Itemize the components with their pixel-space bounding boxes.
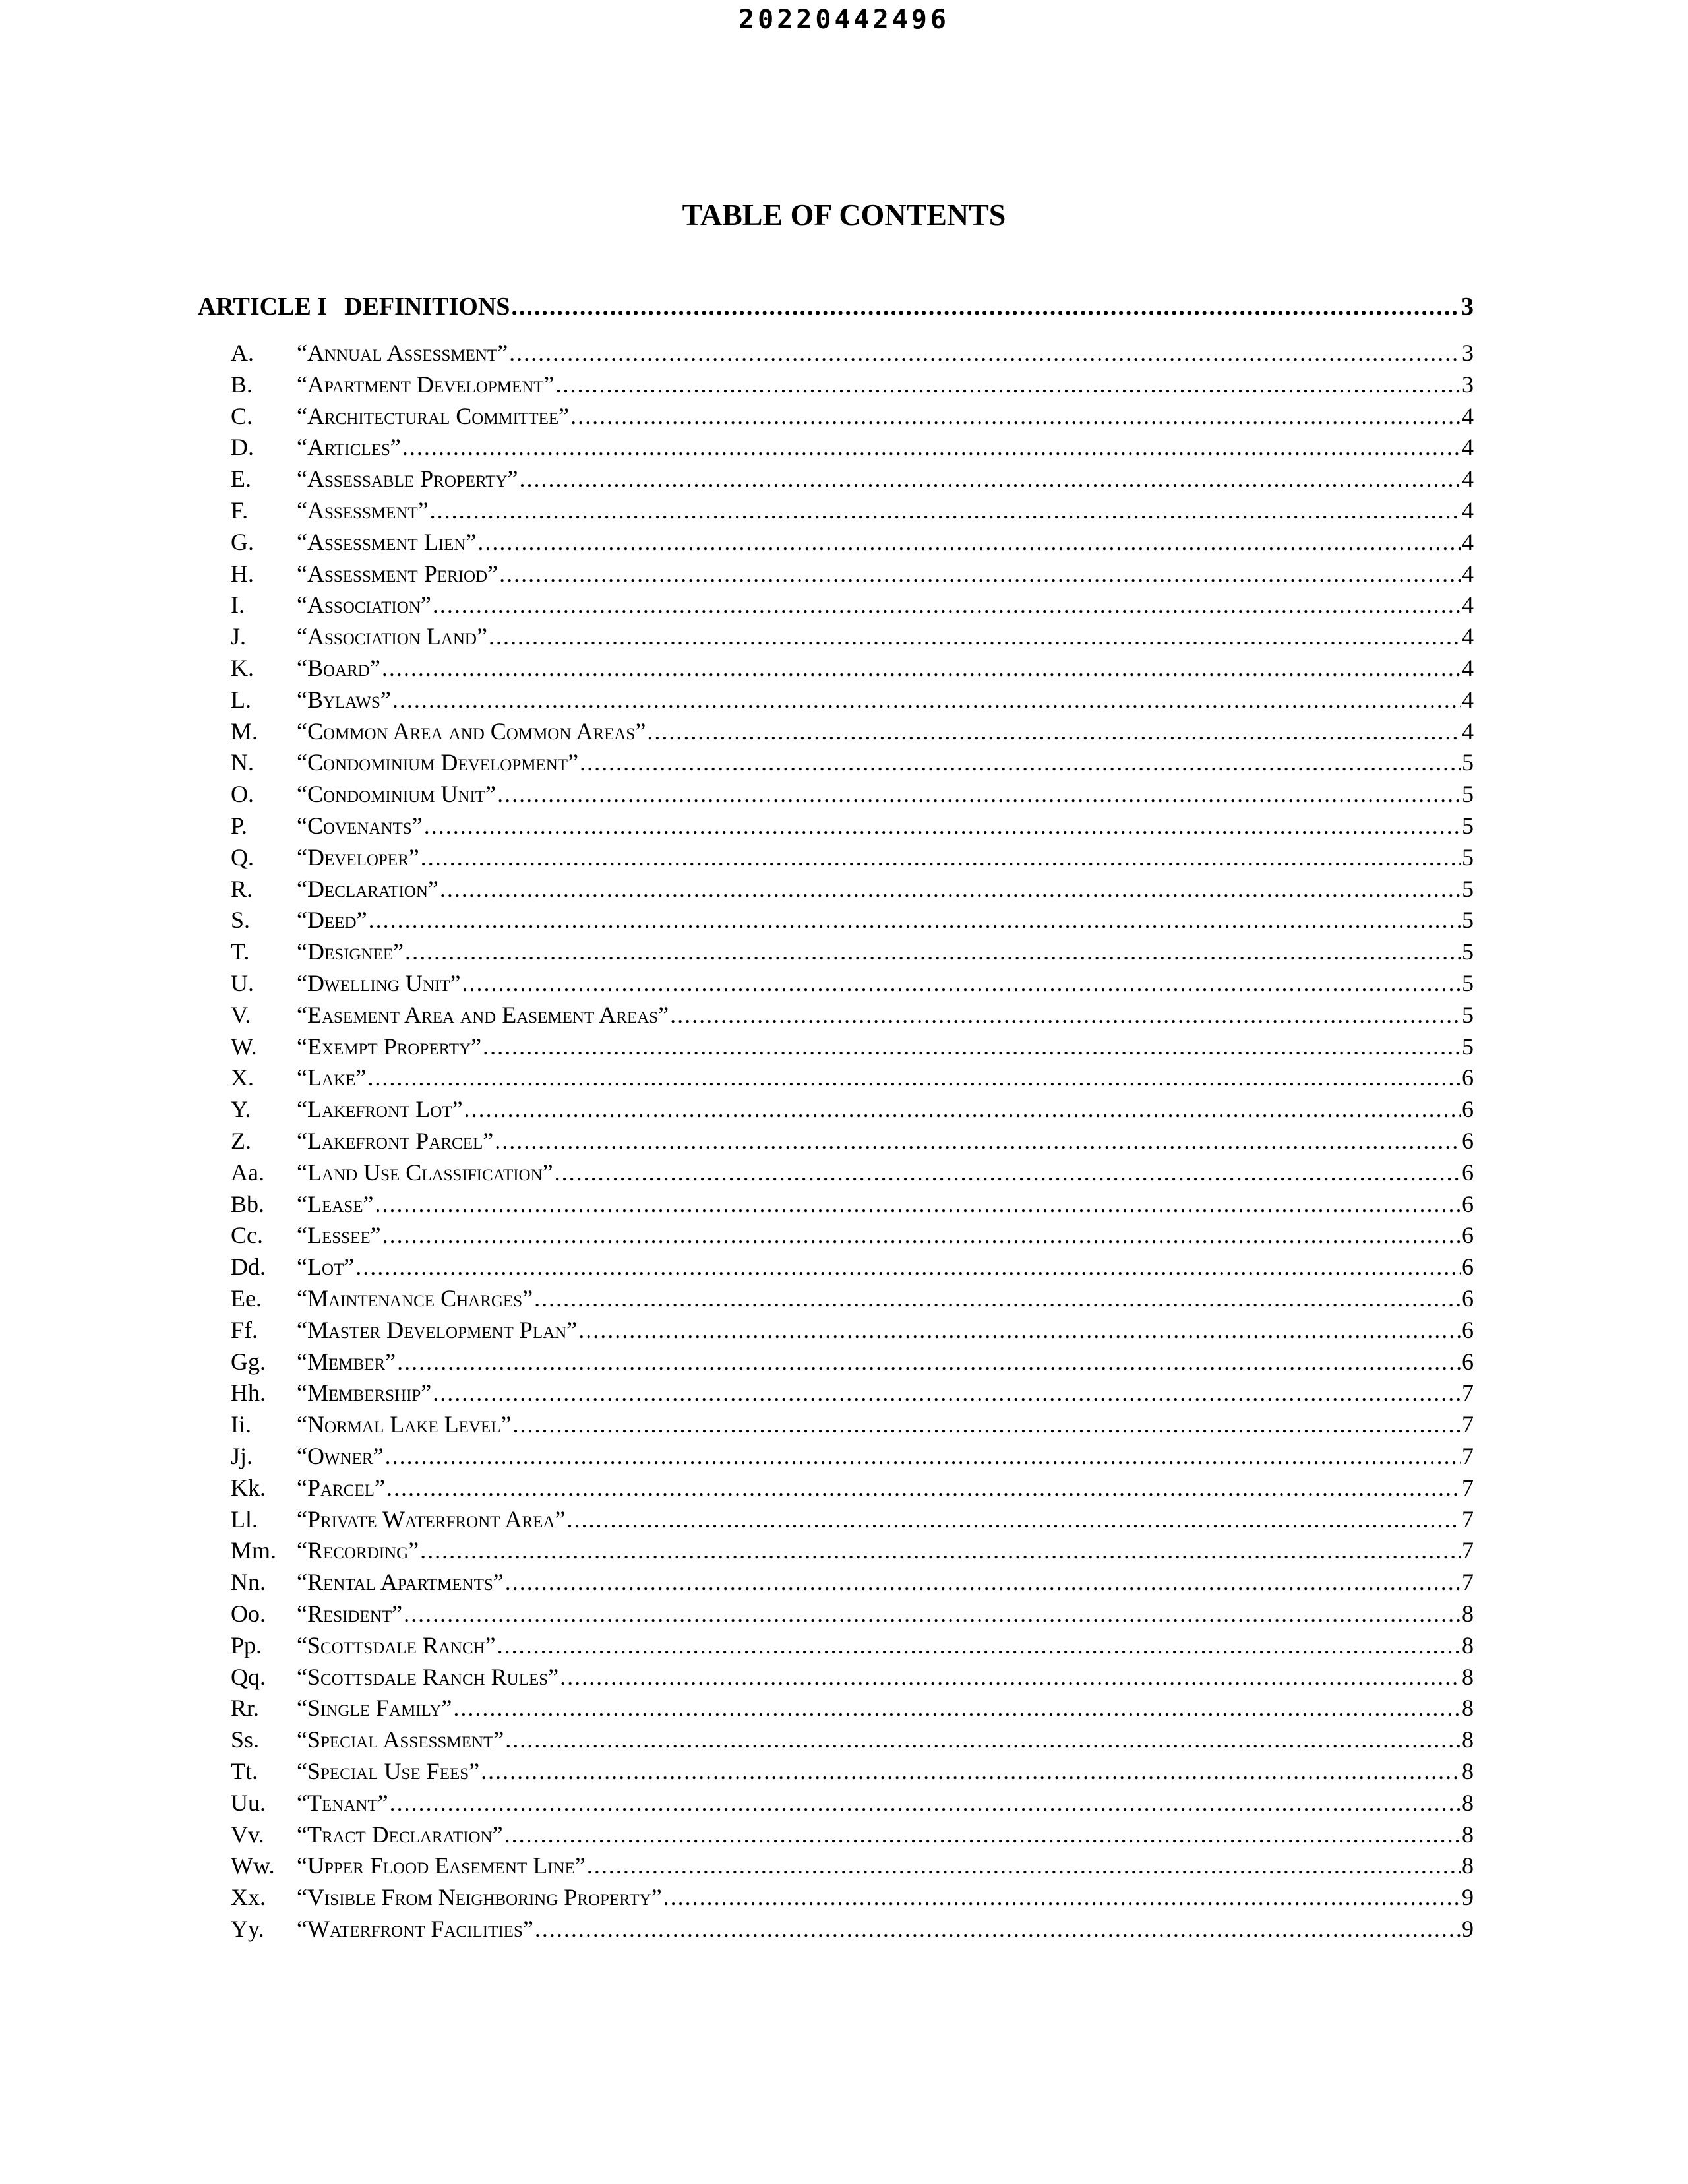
toc-entry-label: “Association Land” xyxy=(297,623,487,650)
toc-entry-page-number: 6 xyxy=(1462,1159,1474,1186)
toc-entry[interactable] xyxy=(231,1534,1474,1566)
dot-leader xyxy=(477,526,1461,558)
toc-entry[interactable] xyxy=(231,589,1474,621)
toc-entry-page-number: 7 xyxy=(1462,1380,1474,1407)
toc-entry-label: “Architectural Committee” xyxy=(297,402,570,429)
dot-leader xyxy=(440,873,1461,905)
toc-entry-label: “Upper Flood Easement Line” xyxy=(297,1852,586,1879)
toc-entry-letter: Aa. xyxy=(231,1159,264,1186)
toc-entry[interactable] xyxy=(231,1503,1474,1535)
toc-entry[interactable] xyxy=(231,1692,1474,1724)
toc-entry-letter: Kk. xyxy=(231,1474,266,1501)
toc-entry[interactable] xyxy=(231,1755,1474,1787)
toc-entry-page-number: 7 xyxy=(1462,1411,1474,1438)
toc-entry-label: “Owner” xyxy=(297,1443,384,1469)
dot-leader xyxy=(499,558,1461,590)
dot-leader xyxy=(497,1629,1461,1661)
toc-entry-label: “Parcel” xyxy=(297,1474,385,1501)
toc-entry-label: “Master Development Plan” xyxy=(297,1316,578,1343)
toc-entry-page-number: 6 xyxy=(1462,1190,1474,1217)
toc-entry-letter: L. xyxy=(231,686,251,713)
toc-entry-letter: Q. xyxy=(231,843,254,870)
dot-leader xyxy=(560,1661,1461,1693)
toc-entry[interactable] xyxy=(231,1314,1474,1346)
toc-entry[interactable] xyxy=(231,873,1474,905)
dot-leader xyxy=(367,1062,1461,1093)
toc-entry-letter: J. xyxy=(231,623,247,650)
toc-entry[interactable] xyxy=(231,967,1474,999)
toc-entry[interactable] xyxy=(231,1566,1474,1598)
toc-entry[interactable] xyxy=(231,1093,1474,1125)
toc-entry-letter: Bb. xyxy=(231,1190,265,1217)
toc-entry-label: “Assessment” xyxy=(297,497,429,524)
toc-entry-page-number: 9 xyxy=(1462,1884,1474,1911)
dot-leader xyxy=(375,1188,1461,1220)
dot-leader xyxy=(535,1913,1461,1945)
toc-entry-letter: Ww. xyxy=(231,1852,275,1879)
toc-entry-letter: Vv. xyxy=(231,1821,264,1848)
toc-entry[interactable] xyxy=(231,652,1474,684)
dot-leader xyxy=(647,715,1461,747)
toc-entry[interactable] xyxy=(231,558,1474,590)
toc-entry[interactable] xyxy=(231,1724,1474,1755)
toc-entry-label: “Tract Declaration” xyxy=(297,1821,503,1848)
dot-leader xyxy=(509,337,1461,369)
page-title: TABLE OF CONTENTS xyxy=(682,198,1006,231)
toc-entry-letter: X. xyxy=(231,1064,254,1091)
toc-entry-letter: Pp. xyxy=(231,1631,262,1658)
toc-entry-label: “Scottsdale Ranch” xyxy=(297,1631,496,1658)
dot-leader xyxy=(504,1819,1461,1850)
toc-entry-page-number: 7 xyxy=(1462,1537,1474,1564)
toc-entry-letter: T. xyxy=(231,938,250,965)
toc-entry[interactable] xyxy=(231,1440,1474,1472)
toc-entry[interactable] xyxy=(231,1409,1474,1440)
toc-entry-page-number: 8 xyxy=(1462,1695,1474,1722)
article-page-number: 3 xyxy=(1461,293,1474,320)
toc-entry-letter: O. xyxy=(231,781,254,808)
toc-entry-page-number: 5 xyxy=(1462,875,1474,902)
toc-entry[interactable] xyxy=(231,1283,1474,1314)
toc-entry-page-number: 6 xyxy=(1462,1064,1474,1091)
toc-entry-page-number: 4 xyxy=(1462,592,1474,619)
toc-entry[interactable] xyxy=(231,1125,1474,1157)
toc-entry[interactable] xyxy=(231,1850,1474,1881)
dot-leader xyxy=(424,810,1461,841)
toc-entry-label: “Resident” xyxy=(297,1600,403,1627)
toc-entry-label: “Developer” xyxy=(297,843,419,870)
dot-leader xyxy=(420,1534,1461,1566)
toc-entry-label: “Membership” xyxy=(297,1380,432,1407)
dot-leader xyxy=(495,1125,1461,1157)
toc-entry-letter: Cc. xyxy=(231,1222,263,1249)
toc-entry-letter: Rr. xyxy=(231,1695,260,1722)
toc-entry-label: “Articles” xyxy=(297,434,401,461)
toc-entry-letter: S. xyxy=(231,907,251,934)
dot-leader xyxy=(534,1283,1461,1314)
toc-entry[interactable] xyxy=(231,1629,1474,1661)
dot-leader xyxy=(512,1409,1461,1440)
toc-entry-label: “Assessable Property” xyxy=(297,466,518,493)
toc-entry-letter: H. xyxy=(231,560,254,587)
toc-entry-label: “Deed” xyxy=(297,907,367,934)
toc-entry[interactable] xyxy=(231,904,1474,936)
toc-entry-label: “Maintenance Charges” xyxy=(297,1285,533,1312)
toc-entry-label: “Lakefront Lot” xyxy=(297,1096,463,1123)
dot-leader xyxy=(430,495,1461,526)
toc-entry[interactable] xyxy=(231,841,1474,873)
toc-entry-label: “Association” xyxy=(297,592,431,619)
toc-entry[interactable] xyxy=(231,684,1474,715)
toc-entry[interactable] xyxy=(231,1819,1474,1850)
toc-entry[interactable] xyxy=(231,1188,1474,1220)
toc-entry-page-number: 7 xyxy=(1462,1569,1474,1596)
dot-leader xyxy=(402,431,1461,463)
toc-entry-letter: Tt. xyxy=(231,1758,258,1784)
article-number: ARTICLE I xyxy=(198,293,328,320)
toc-entry-label: “Member” xyxy=(297,1348,396,1375)
toc-entry-label: “Annual Assessment” xyxy=(297,340,508,366)
toc-entry-label: “Easement Area and Easement Areas” xyxy=(297,1001,669,1028)
dot-leader xyxy=(405,936,1461,967)
toc-entry[interactable] xyxy=(231,1472,1474,1503)
toc-entry-letter: R. xyxy=(231,875,253,902)
dot-leader xyxy=(369,904,1461,936)
toc-entry-label: “Lake” xyxy=(297,1064,367,1091)
toc-entry-label: “Common Area and Common Areas” xyxy=(297,717,646,744)
toc-entry-letter: Gg. xyxy=(231,1348,266,1375)
toc-entry-letter: Y. xyxy=(231,1096,251,1123)
toc-entry[interactable] xyxy=(231,1787,1474,1819)
dot-leader xyxy=(392,684,1461,715)
toc-entry-label: “Recording” xyxy=(297,1537,419,1564)
dot-leader xyxy=(520,463,1461,495)
dot-leader xyxy=(497,778,1461,810)
toc-entry-label: “Land Use Classification” xyxy=(297,1159,553,1186)
toc-entry[interactable] xyxy=(231,400,1474,432)
toc-entry-letter: Oo. xyxy=(231,1600,266,1627)
toc-entry[interactable] xyxy=(231,463,1474,495)
toc-entry[interactable] xyxy=(231,1661,1474,1693)
toc-entry-letter: E. xyxy=(231,466,251,493)
toc-entry[interactable] xyxy=(231,746,1474,778)
toc-entry-letter: Qq. xyxy=(231,1663,266,1690)
toc-entry-letter: Ll. xyxy=(231,1505,258,1532)
dot-leader xyxy=(483,1031,1461,1062)
toc-entry[interactable] xyxy=(231,1251,1474,1283)
dot-leader xyxy=(566,1503,1461,1535)
toc-entry-label: “Lakefront Parcel” xyxy=(297,1128,494,1154)
toc-entry-page-number: 8 xyxy=(1462,1631,1474,1658)
toc-entry-letter: W. xyxy=(231,1033,257,1060)
toc-entry[interactable] xyxy=(231,431,1474,463)
toc-entry[interactable] xyxy=(231,936,1474,967)
toc-entry-label: “Assessment Period” xyxy=(297,560,498,587)
dot-leader xyxy=(670,999,1461,1031)
toc-entry[interactable] xyxy=(231,999,1474,1031)
dot-leader xyxy=(570,400,1461,432)
toc-entry[interactable] xyxy=(231,1219,1474,1251)
toc-entry-letter: Xx. xyxy=(231,1884,266,1911)
toc-entry-page-number: 5 xyxy=(1462,1033,1474,1060)
toc-entry-label: “Lot” xyxy=(297,1254,355,1281)
toc-entry-label: “Rental Apartments” xyxy=(297,1569,504,1596)
toc-entry-page-number: 3 xyxy=(1462,371,1474,398)
toc-entry-label: “Apartment Development” xyxy=(297,371,555,398)
toc-entry-page-number: 5 xyxy=(1462,812,1474,839)
document-number: 20220442496 xyxy=(738,5,950,35)
toc-entry-label: “Special Use Fees” xyxy=(297,1758,480,1784)
toc-entry-page-number: 5 xyxy=(1462,781,1474,808)
toc-entry-page-number: 9 xyxy=(1462,1916,1474,1942)
toc-entry-letter: V. xyxy=(231,1001,251,1028)
toc-entry[interactable] xyxy=(231,495,1474,526)
toc-entry-label: “Scottsdale Ranch Rules” xyxy=(297,1663,559,1690)
dot-leader xyxy=(433,1377,1461,1409)
toc-entry[interactable] xyxy=(231,1157,1474,1188)
toc-entry-page-number: 5 xyxy=(1462,970,1474,996)
toc-entry-label: “Bylaws” xyxy=(297,686,391,713)
toc-entry-letter: K. xyxy=(231,655,254,681)
toc-entry-label: “Waterfront Facilities” xyxy=(297,1916,533,1942)
dot-leader xyxy=(453,1692,1461,1724)
toc-entry-label: “Single Family” xyxy=(297,1695,452,1722)
dot-leader xyxy=(382,1219,1461,1251)
dot-leader xyxy=(511,288,1460,325)
toc-entry-page-number: 6 xyxy=(1462,1285,1474,1312)
toc-entry-letter: Ss. xyxy=(231,1726,260,1753)
toc-entry-letter: Ff. xyxy=(231,1316,258,1343)
toc-entry-letter: M. xyxy=(231,717,258,744)
toc-entry-letter: G. xyxy=(231,528,254,555)
toc-entry[interactable] xyxy=(231,778,1474,810)
toc-entry-label: “Dwelling Unit” xyxy=(297,970,461,996)
toc-entry[interactable] xyxy=(231,1346,1474,1378)
toc-entry-page-number: 5 xyxy=(1462,907,1474,934)
toc-entry-page-number: 8 xyxy=(1462,1600,1474,1627)
toc-entry-page-number: 6 xyxy=(1462,1348,1474,1375)
dot-leader xyxy=(404,1598,1461,1629)
toc-entry-label: “Condominium Development” xyxy=(297,749,579,776)
toc-entry-label: “Assessment Lien” xyxy=(297,528,477,555)
toc-entry[interactable] xyxy=(231,715,1474,747)
toc-entry-page-number: 3 xyxy=(1462,340,1474,366)
dot-leader xyxy=(390,1787,1461,1819)
toc-entry-letter: P. xyxy=(231,812,248,839)
toc-entry-label: “Exempt Property” xyxy=(297,1033,482,1060)
toc-entry-page-number: 8 xyxy=(1462,1726,1474,1753)
dot-leader xyxy=(385,1440,1461,1472)
toc-entry-page-number: 6 xyxy=(1462,1096,1474,1123)
toc-entry-letter: Ii. xyxy=(231,1411,251,1438)
toc-entry-page-number: 8 xyxy=(1462,1663,1474,1690)
toc-entry-page-number: 5 xyxy=(1462,1001,1474,1028)
toc-entry-page-number: 5 xyxy=(1462,843,1474,870)
dot-leader xyxy=(397,1346,1461,1378)
article-title: DEFINITIONS xyxy=(344,293,510,320)
toc-entry-page-number: 5 xyxy=(1462,938,1474,965)
toc-entry-letter: Ee. xyxy=(231,1285,262,1312)
toc-entry-letter: Yy. xyxy=(231,1916,264,1942)
toc-entry-label: “Board” xyxy=(297,655,380,681)
toc-entry-page-number: 7 xyxy=(1462,1474,1474,1501)
toc-entry-page-number: 4 xyxy=(1462,402,1474,429)
toc-entry-page-number: 7 xyxy=(1462,1443,1474,1469)
toc-entry-label: “Visible From Neighboring Property” xyxy=(297,1884,662,1911)
toc-entry-page-number: 4 xyxy=(1462,497,1474,524)
toc-entry-letter: F. xyxy=(231,497,249,524)
toc-entry-page-number: 8 xyxy=(1462,1852,1474,1879)
dot-leader xyxy=(556,369,1461,400)
dot-leader xyxy=(421,841,1461,873)
toc-entry-page-number: 7 xyxy=(1462,1505,1474,1532)
toc-entry-letter: Uu. xyxy=(231,1789,266,1816)
toc-entry[interactable] xyxy=(231,1031,1474,1062)
toc-entry-letter: Jj. xyxy=(231,1443,253,1469)
toc-entry-letter: Z. xyxy=(231,1128,251,1154)
toc-entry-letter: D. xyxy=(231,434,254,461)
toc-entry[interactable] xyxy=(231,1062,1474,1093)
toc-article-row[interactable] xyxy=(198,288,1474,325)
toc-entry[interactable] xyxy=(231,1913,1474,1945)
toc-entry-letter: B. xyxy=(231,371,253,398)
toc-entry-label: “Normal Lake Level” xyxy=(297,1411,512,1438)
dot-leader xyxy=(489,621,1461,652)
toc-entry-letter: C. xyxy=(231,402,253,429)
toc-entry-page-number: 4 xyxy=(1462,466,1474,493)
toc-entry-label: “Condominium Unit” xyxy=(297,781,497,808)
toc-entry-page-number: 4 xyxy=(1462,686,1474,713)
toc-entry[interactable] xyxy=(231,1598,1474,1629)
toc-entry[interactable] xyxy=(231,369,1474,400)
toc-entry[interactable] xyxy=(231,337,1474,369)
toc-entry-letter: Mm. xyxy=(231,1537,277,1564)
toc-entry-page-number: 4 xyxy=(1462,528,1474,555)
toc-entry[interactable] xyxy=(231,621,1474,652)
toc-entry-label: “Lessee” xyxy=(297,1222,381,1249)
toc-entry-page-number: 6 xyxy=(1462,1128,1474,1154)
dot-leader xyxy=(464,1093,1461,1125)
toc-entry-label: “Lease” xyxy=(297,1190,374,1217)
dot-leader xyxy=(505,1566,1461,1598)
toc-entry-label: “Designee” xyxy=(297,938,404,965)
toc-entry-letter: Nn. xyxy=(231,1569,266,1596)
dot-leader xyxy=(382,652,1461,684)
toc-entry-page-number: 4 xyxy=(1462,434,1474,461)
toc-entry-page-number: 8 xyxy=(1462,1789,1474,1816)
dot-leader xyxy=(355,1251,1461,1283)
toc-entry-page-number: 4 xyxy=(1462,717,1474,744)
toc-entry-page-number: 6 xyxy=(1462,1254,1474,1281)
toc-entry-label: “Covenants” xyxy=(297,812,423,839)
toc-entry-page-number: 6 xyxy=(1462,1222,1474,1249)
toc-entry-label: “Declaration” xyxy=(297,875,438,902)
toc-entry-letter: N. xyxy=(231,749,254,776)
dot-leader xyxy=(587,1850,1461,1881)
toc-entry-label: “Tenant” xyxy=(297,1789,388,1816)
toc-entry-page-number: 4 xyxy=(1462,560,1474,587)
toc-entry-page-number: 6 xyxy=(1462,1316,1474,1343)
dot-leader xyxy=(481,1755,1461,1787)
toc-entry-page-number: 8 xyxy=(1462,1821,1474,1848)
dot-leader xyxy=(433,589,1461,621)
dot-leader xyxy=(386,1472,1461,1503)
toc-entry-letter: I. xyxy=(231,592,245,619)
toc-entry-letter: A. xyxy=(231,340,254,366)
toc-entry-letter: Hh. xyxy=(231,1380,266,1407)
toc-entry[interactable] xyxy=(231,1881,1474,1913)
toc-entry-page-number: 4 xyxy=(1462,623,1474,650)
dot-leader xyxy=(663,1881,1461,1913)
toc-entry[interactable] xyxy=(231,810,1474,841)
dot-leader xyxy=(580,746,1461,778)
dot-leader xyxy=(555,1157,1461,1188)
toc-entry-label: “Special Assessment” xyxy=(297,1726,504,1753)
toc-entry-page-number: 4 xyxy=(1462,655,1474,681)
toc-entry[interactable] xyxy=(231,526,1474,558)
dot-leader xyxy=(578,1314,1461,1346)
toc-entry-letter: Dd. xyxy=(231,1254,266,1281)
dot-leader xyxy=(462,967,1461,999)
toc-entry-page-number: 5 xyxy=(1462,749,1474,776)
toc-entry-letter: U. xyxy=(231,970,254,996)
toc-entry[interactable] xyxy=(231,1377,1474,1409)
dot-leader xyxy=(505,1724,1461,1755)
toc-entry-page-number: 8 xyxy=(1462,1758,1474,1784)
toc-entry-label: “Private Waterfront Area” xyxy=(297,1505,566,1532)
